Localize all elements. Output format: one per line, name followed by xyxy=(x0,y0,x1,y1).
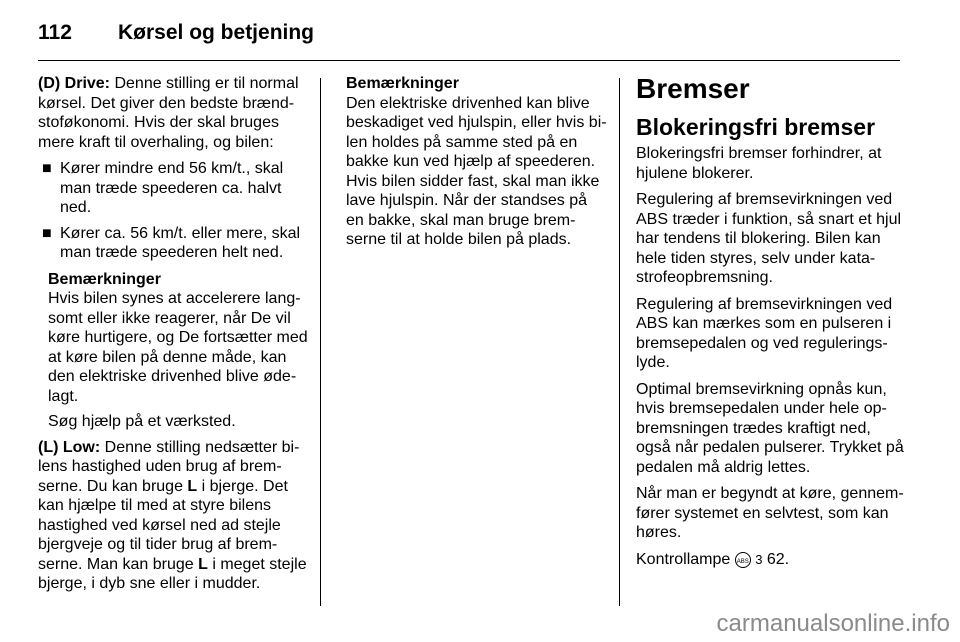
paragraph: Regulering af bremsevirkningen ved ABS træder i funktion, så snart et hjul har tendens til blokering. Bilen kan hele tiden styres, selv under katastrofeopbremsning. xyxy=(636,191,902,286)
header-rule xyxy=(38,60,900,61)
drive-paragraph xyxy=(38,74,308,152)
note-block xyxy=(38,270,308,432)
paragraph: Blokeringsfri bremser forhindrer, at hjulene blokerer. xyxy=(636,145,882,182)
watermark: carmanualsonline.info xyxy=(716,610,950,637)
bullet-icon: ■ xyxy=(42,160,52,177)
low-label: (L) Low: xyxy=(38,438,101,456)
chapter-title: Kørsel og betjening xyxy=(118,21,315,44)
paragraph: Regulering af bremsevirkningen ved ABS kan mærkes som en pulseren i bremsepedalen og ved reguleringslyde. xyxy=(636,295,893,371)
section-heading: Bremser xyxy=(636,73,750,104)
list-item xyxy=(38,159,308,218)
abs-icon-text: ABS xyxy=(736,558,749,565)
page-reference-arrow-icon: 3 xyxy=(755,551,763,567)
bullet-icon: ■ xyxy=(42,224,52,242)
reference-text: Kontrollampe xyxy=(636,550,731,568)
column-divider-1 xyxy=(320,78,321,606)
low-gear-symbol: L xyxy=(198,555,208,573)
note-text: Den elektriske drivenhed kan blive beskadiget ved hjulspin, eller hvis bilen holdes på samme sted på en bakke kun ved hjælp af speederen. Hvis bilen sidder fast, skal man ikke lave hjulspin. Når der standses på en bakke, skal man bruge bremserne til at holde bilen på plads. xyxy=(346,94,607,248)
note-title: Bemærkninger xyxy=(48,270,161,288)
warning-light-reference xyxy=(636,550,904,570)
page-reference-number[interactable]: 62. xyxy=(766,550,790,568)
low-text-a: Denne stilling nedsætter bilens hastighed uden brug af bremserne. Du kan bruge xyxy=(38,438,300,495)
list-item xyxy=(38,224,308,263)
note-title: Bemærkninger xyxy=(346,75,459,92)
paragraph: Når man er begyndt at køre, gennemfører systemet en selvtest, som kan høres. xyxy=(636,485,904,541)
page-header xyxy=(38,18,314,48)
note-text-2: Søg hjælp på et værksted. xyxy=(48,413,236,430)
page-number: 112 xyxy=(38,21,72,44)
note-body xyxy=(346,74,608,250)
abs-warning-light-icon xyxy=(735,552,751,568)
column-3 xyxy=(636,74,904,576)
paragraph: Optimal bremsevirkning opnås kun, hvis bremsepedalen under hele opbremsningen trædes kraftigt ned, også når pedalen pulserer. Trykket på pedalen må aldrig lettes. xyxy=(636,380,904,476)
column-2 xyxy=(346,74,608,257)
drive-label: (D) Drive: xyxy=(38,75,111,92)
low-text-b: i bjerge. Det kan hjælpe til med at styre bilens hastighed ved kørsel ned ad stejle bjergveje og til tider brug af bremserne. Man kan bruge xyxy=(38,477,288,573)
list-item-text: Kører mindre end 56 km/t., skal man træde speederen ca. halvt ned. xyxy=(60,160,284,216)
low-paragraph xyxy=(38,438,308,594)
drive-text: Denne stilling er til normal kørsel. Det giver den bedste brændstoføkonomi. Hvis der skal bruges mere kraft til overhaling, og bilen: xyxy=(38,75,299,151)
column-divider-2 xyxy=(619,78,620,606)
list-item-text: Kører ca. 56 km/t. eller mere, skal man træde speederen helt ned. xyxy=(60,224,301,261)
drive-bullet-list xyxy=(38,159,308,263)
low-text-c: i meget stejle bjerge, i dyb sne eller i mudder. xyxy=(38,555,307,592)
subsection-heading: Blokeringsfri bremser xyxy=(636,114,876,140)
note-text: Hvis bilen synes at accelerere langsomt eller ikke reagerer, når De vil køre hurtigere, og De fortsætter med at køre bilen på denne måde, kan den elektriske drivenhed blive ødelagt. xyxy=(48,290,308,405)
low-gear-symbol: L xyxy=(187,477,198,495)
column-1 xyxy=(38,74,308,601)
note-body xyxy=(48,270,308,407)
